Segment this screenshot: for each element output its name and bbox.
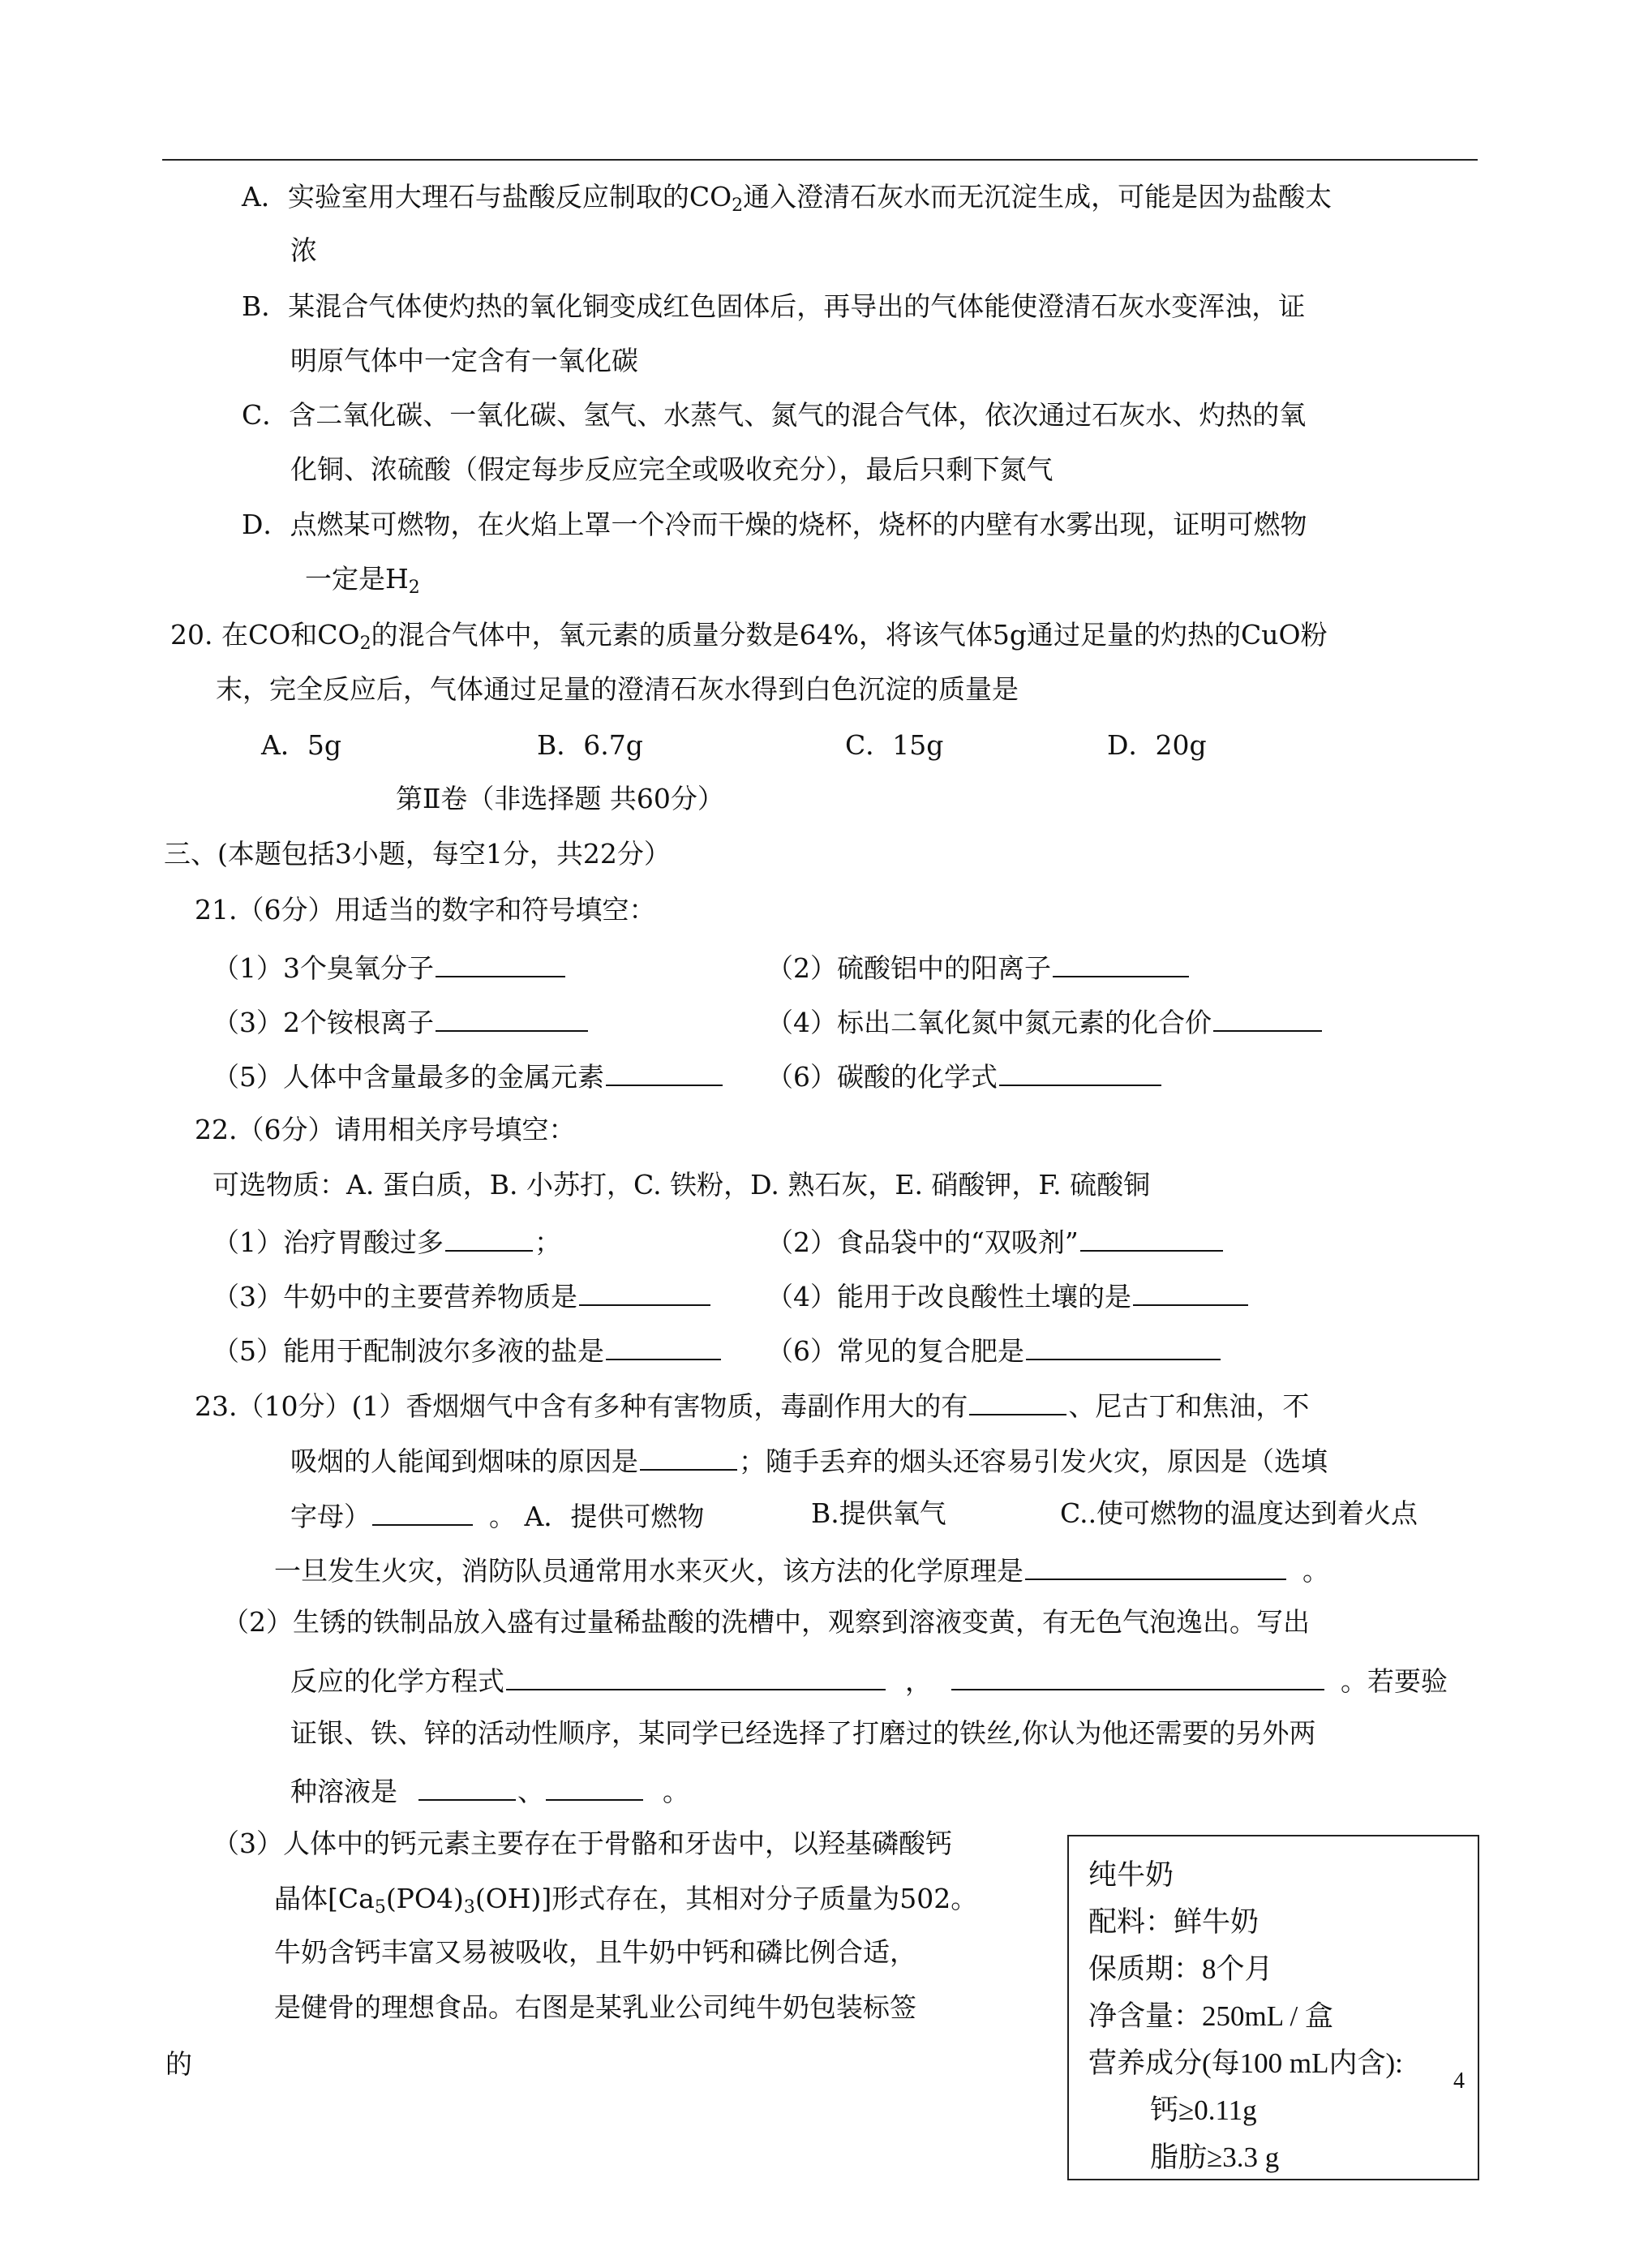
q21-item-5: （5）人体中含量最多的金属元素 [212,1060,724,1090]
q20-option-c: C．15g [845,729,944,761]
answer-blank[interactable] [1025,1554,1286,1580]
q19-option-d-cont: 一定是$H_2$ [305,563,420,598]
q20-option-b: B．6.7g [537,729,643,761]
milk-label-box [1067,1835,1479,2180]
q20-option-a: A．5g [261,729,341,761]
answer-blank[interactable] [1026,1334,1221,1360]
answer-blank[interactable] [436,951,565,977]
answer-blank[interactable] [546,1775,643,1801]
q19-option-b: B．某混合气体使灼热的氧化铜变成红色固体后，再导出的气体能使澄清石灰水变浑浊，证 [242,290,1306,322]
q23-part3-line4: 是健骨的理想食品。右图是某乳业公司纯牛奶包装标签 [274,1991,916,2023]
q23-part3-line2: 晶体$[Ca_5(PO4)_3(OH)]$形式存在，其相对分子质量为502。 [274,1883,978,1918]
q22-item-4: （4）能用于改良酸性土壤的是 [766,1280,1250,1310]
q20-stem: 20. 在CO和$CO_2$的混合气体中，氧元素的质量分数是64%，将该气体5g通过足量的灼热的CuO粉 [170,619,1328,654]
q23-part3-line3: 牛奶含钙丰富又易被吸收，且牛奶中钙和磷比例合适， [274,1936,916,1968]
q21-item-3: （3）2个铵根离子 [212,1006,590,1036]
milk-label-net-content: 净含量：250mL / 盒 [1088,2000,1334,2032]
q22-item-2: （2）食品袋中的“双吸剂” [766,1226,1225,1256]
milk-label-calcium: 钙≥0.11g [1150,2094,1257,2126]
q19-option-a-cont: 浓 [290,234,317,266]
part2-title: 第Ⅱ卷（非选择题 共60分） [396,783,724,814]
answer-blank[interactable] [1213,1006,1322,1032]
answer-blank[interactable] [606,1334,721,1360]
q23-part2-line2: 反应的化学方程式 ， 。若要验 [290,1665,1448,1697]
q21-item-2: （2）硫酸铝中的阳离子 [766,951,1191,982]
q22-item-1: （1）治疗胃酸过多 ； [212,1226,561,1258]
q23-part3-line5: 的 [165,2048,192,2080]
q22-options: 可选物质：A. 蛋白质，B. 小苏打，C. 铁粉，D. 熟石灰，E. 硝酸钾，F. 硫酸铜 [212,1169,1151,1201]
answer-blank[interactable] [436,1006,588,1032]
q21-item-1: （1）3个臭氧分子 [212,951,567,982]
milk-label-fat: 脂肪≥3.3 g [1150,2141,1280,2173]
milk-label-nutrition: 营养成分(每100 mL内含): [1088,2047,1403,2079]
q23-part1-line3: 字母） 。 A．提供可燃物 [290,1501,705,1532]
answer-blank[interactable] [999,1060,1161,1086]
answer-blank[interactable] [606,1060,723,1086]
q21-item-4: （4）标出二氧化氮中氮元素的化合价 [766,1006,1324,1036]
answer-blank[interactable] [1133,1280,1248,1306]
answer-blank[interactable] [969,1390,1066,1415]
answer-blank[interactable] [372,1500,473,1526]
page-number: 4 [1453,2068,1465,2094]
section3-heading: 三、(本题包括3小题，每空1分，共22分） [164,838,671,870]
answer-blank[interactable] [506,1664,886,1690]
answer-blank[interactable] [445,1226,533,1252]
q19-option-b-cont: 明原气体中一定含有一氧化碳 [290,345,638,376]
q23-part2-line4: 种溶液是 、 。 [290,1776,689,1807]
q22-item-3: （3）牛奶中的主要营养物质是 [212,1280,712,1310]
q23-part2-line3: 证银、铁、锌的活动性顺序，某同学已经选择了打磨过的铁丝,你认为他还需要的另外两 [290,1717,1316,1749]
milk-label-shelf-life: 保质期：8个月 [1088,1953,1273,1985]
q23-part1-line2: 吸烟的人能闻到烟味的原因是 ；随手丢弃的烟头还容易引发火灾，原因是（选填 [290,1445,1328,1477]
answer-blank[interactable] [418,1775,516,1801]
q23-option-c: C..使可燃物的温度达到着火点 [1060,1497,1418,1529]
header-rule [162,159,1478,161]
answer-blank[interactable] [579,1280,710,1306]
q22-item-5: （5）能用于配制波尔多液的盐是 [212,1334,723,1364]
q21-stem: 21.（6分）用适当的数字和符号填空： [195,894,656,926]
answer-blank[interactable] [1053,951,1189,977]
answer-blank[interactable] [951,1664,1324,1690]
q23-part2-line1: （2）生锈的铁制品放入盛有过量稀盐酸的洗槽中，观察到溶液变黄，有无色气泡逸出。写出 [222,1606,1310,1638]
q20-stem-cont: 末，完全反应后，气体通过足量的澄清石灰水得到白色沉淀的质量是 [216,673,1019,705]
q19-option-c-cont: 化铜、浓硫酸（假定每步反应完全或吸收充分），最后只剩下氮气 [290,453,1054,485]
q23-part3-line1: （3）人体中的钙元素主要存在于骨骼和牙齿中，以羟基磷酸钙 [212,1828,952,1859]
answer-blank[interactable] [1080,1226,1223,1252]
q20-option-d: D．20g [1107,729,1207,761]
answer-blank[interactable] [640,1445,737,1471]
q22-stem: 22.（6分）请用相关序号填空： [195,1114,576,1145]
q23-part1-line1: 23.（10分）(1）香烟烟气中含有多种有害物质，毒副作用大的有 、尼古丁和焦油，不 [195,1390,1310,1422]
q23-option-b: B.提供氧气 [811,1497,946,1529]
q19-option-c: C．含二氧化碳、一氧化碳、氢气、水蒸气、氮气的混合气体，依次通过石灰水、灼热的氧 [242,399,1307,431]
q23-part1-line4: 一旦发生火灾，消防队员通常用水来灭火，该方法的化学原理是 。 [274,1555,1329,1587]
q19-option-a: A．实验室用大理石与盐酸反应制取的$CO_2$通入澄清石灰水而无沉淀生成，可能是因为盐酸太 [242,181,1332,216]
milk-label-title: 纯牛奶 [1088,1859,1174,1891]
q21-item-6: （6）碳酸的化学式 [766,1060,1163,1090]
q19-option-d: D．点燃某可燃物，在火焰上罩一个冷而干燥的烧杯，烧杯的内壁有水雾出现，证明可燃物 [242,509,1307,540]
q22-item-6: （6）常见的复合肥是 [766,1334,1222,1364]
milk-label-ingredients: 配料：鲜牛奶 [1088,1906,1260,1938]
